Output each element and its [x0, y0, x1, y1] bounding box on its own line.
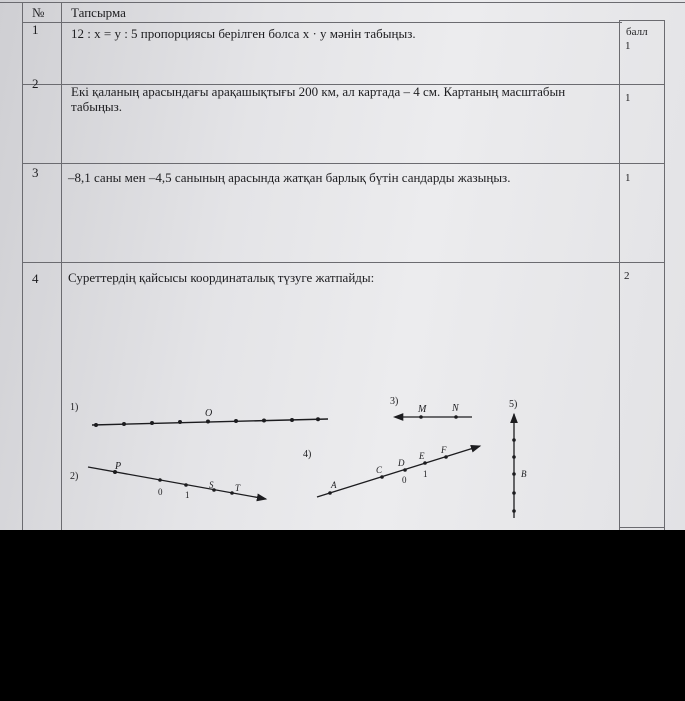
- figure-5-dot: [512, 509, 516, 513]
- row-3-task: –8,1 саны мен –4,5 санының арасында жатқан барлық бүтін сандарды жазыңыз.: [68, 170, 511, 185]
- figure-5-dot: [512, 455, 516, 459]
- figure-2: [70, 461, 266, 500]
- figure-5-dot: [512, 491, 516, 495]
- figure-4-point-f: F: [441, 445, 447, 455]
- row-1-score: 1: [625, 40, 631, 52]
- figure-3-label: 3): [390, 396, 399, 407]
- figure-4-dot: [380, 475, 384, 479]
- figure-1-dot: [122, 422, 126, 426]
- row-2-number: 2: [32, 76, 39, 91]
- header-number: №: [32, 5, 45, 20]
- figure-4-point-c: C: [376, 465, 383, 475]
- figure-5-dot: [512, 472, 516, 476]
- row-3-number: 3: [32, 165, 39, 180]
- figure-1-dot: [262, 419, 266, 423]
- figure-4-point-d: D: [398, 458, 405, 468]
- figure-3-dot: [419, 415, 423, 419]
- figure-2-dot: [184, 483, 188, 487]
- figure-2-dot: [230, 491, 234, 495]
- figure-4-dot: [328, 491, 332, 495]
- figure-3-dot: [454, 415, 458, 419]
- row-2-score: 1: [625, 92, 631, 104]
- figure-4-point-a: A: [331, 480, 337, 490]
- row-4-number: 4: [32, 271, 39, 286]
- figure-4-point-e: E: [419, 451, 425, 461]
- figure-2-point-t: T: [235, 483, 241, 493]
- figure-4-zero: 0: [402, 475, 407, 485]
- row-1-number: 1: [32, 22, 39, 37]
- figure-2-label: 2): [70, 471, 79, 482]
- row-2-task: Екі қаланың арасындағы арақашықтығы 200 км, ал картада – 4 см. Картаның масштабын табыңыз.: [71, 84, 566, 114]
- figure-5: [509, 399, 527, 518]
- figure-2-point-p: P: [115, 461, 122, 472]
- row-1-task: 12 : x = y : 5 пропорциясы берілген болса x · y мәнін табыңыз.: [71, 26, 416, 41]
- figure-1-dot: [290, 418, 294, 422]
- figure-4-dot: [423, 461, 427, 465]
- figure-1-dot: [150, 421, 154, 425]
- figure-1-point-o: O: [205, 408, 213, 419]
- figure-1-dot: [234, 419, 238, 423]
- figure-5-dot: [512, 438, 516, 442]
- figure-5-label: 5): [509, 399, 518, 410]
- figure-1-dot: [178, 420, 182, 424]
- figure-4-label: 4): [303, 449, 312, 460]
- figure-3-point-n: N: [452, 403, 459, 414]
- figure-5-point-b: B: [521, 469, 527, 479]
- header-task: Тапсырма: [71, 5, 126, 20]
- header-score: балл: [626, 26, 648, 38]
- figure-2-point-s: S: [209, 480, 214, 490]
- figure-2-one: 1: [185, 490, 190, 500]
- figure-3-point-m: M: [418, 404, 427, 415]
- figure-2-dot: [158, 478, 162, 482]
- figure-1-dot: [206, 420, 210, 424]
- figure-1-dot: [316, 417, 320, 421]
- row-3-score: 1: [625, 172, 631, 184]
- figure-4-line: [317, 446, 480, 497]
- figure-4-one: 1: [423, 469, 428, 479]
- row-4-score: 2: [624, 270, 630, 282]
- figure-1-label: 1): [70, 402, 79, 413]
- figure-4-dot: [444, 455, 448, 459]
- figure-4-dot: [403, 468, 407, 472]
- figure-2-zero: 0: [158, 487, 163, 497]
- figure-1-dot: [94, 423, 98, 427]
- figure-4: [303, 445, 480, 497]
- row-4-task: Суреттердің қайсысы координаталық түзуге жатпайды:: [68, 270, 375, 285]
- figure-1: [70, 402, 328, 427]
- figure-3: [390, 396, 472, 419]
